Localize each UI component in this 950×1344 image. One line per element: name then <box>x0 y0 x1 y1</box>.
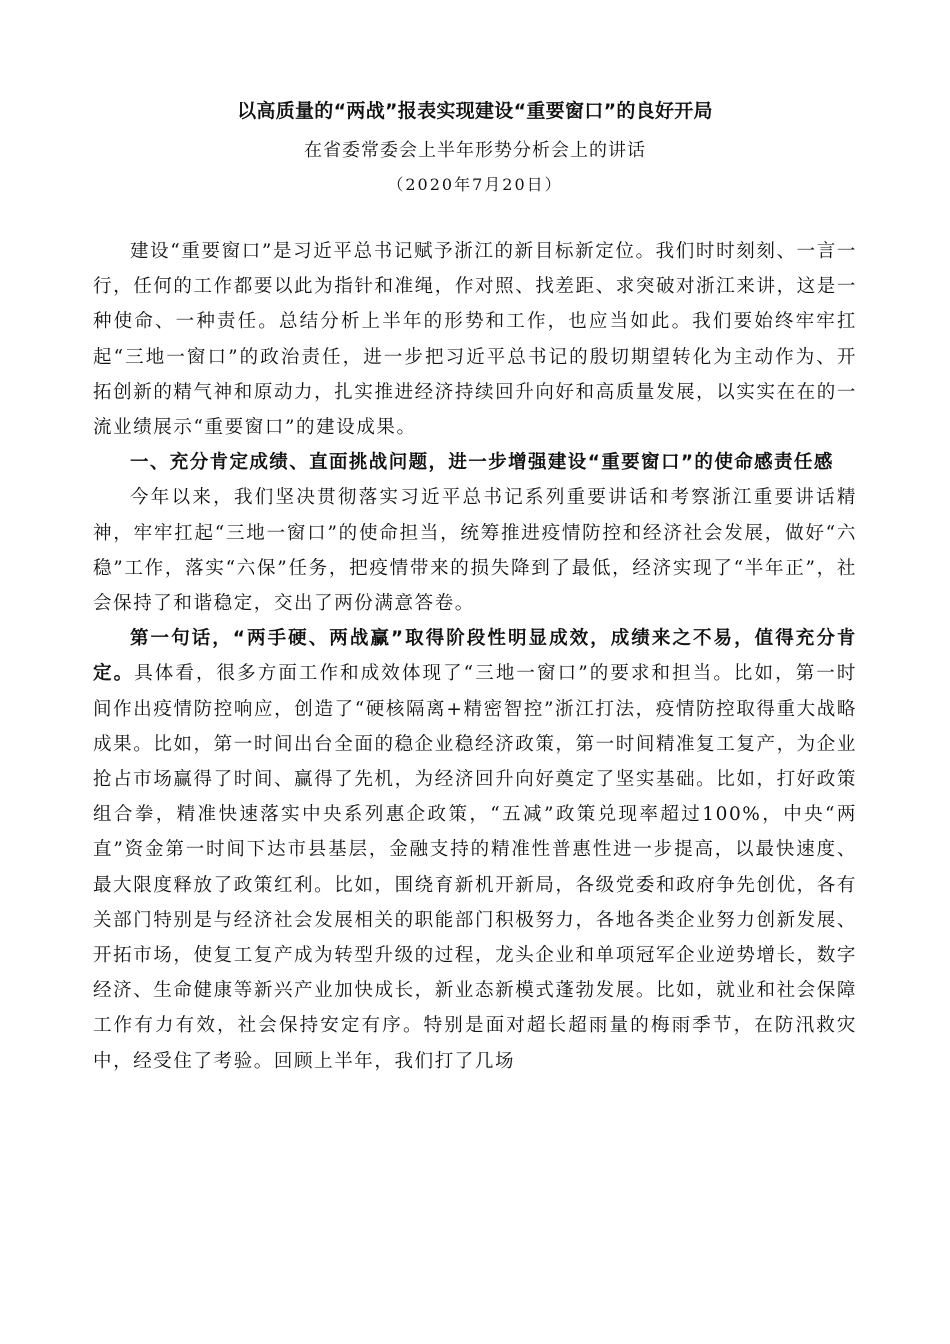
paragraph-intro: 建设“重要窗口”是习近平总书记赋予浙江的新目标新定位。我们时时刻刻、一言一行，任何的工作都要以此为指针和准绳，作对照、找差距、求突破对浙江来讲，这是一种使命、一种责任。总结分析上半年的形势和工作，也应当如此。我们要始终牢牢扛起“三地一窗口”的政治责任，进一步把习近平总书记的殷切期望转化为主动作为、开拓创新的精气神和原动力，扎实推进经济持续回升向好和高质量发展，以实实在在的一流业绩展示“重要窗口”的建设成果。 <box>93 241 857 439</box>
document-date: （2020年7月20日） <box>387 175 563 194</box>
paragraph-first-point <box>93 621 857 1079</box>
first-point-lead: 第一句话，“两手硬、两战赢”取得阶段性明显成效，成绩来之不易，值得充分肯定。 <box>93 628 857 685</box>
document-body <box>93 234 857 1079</box>
first-point-body: 具体看，很多方面工作和成效体现了“三地一窗口”的要求和担当。比如，第一时间作出疫情防控响应，创造了“硬核隔离+精密智控”浙江打法，疫情防控取得重大战略成果。比如，第一时间出台全面的稳企业稳经济政策，第一时间精准复工复产，为企业抢占市场赢得了时间、赢得了先机，为经济回升向好奠定了坚实基础。比如，打好政策组合拳，精准快速落实中央系列惠企政策，“五减”政策兑现率超过100%，中央“两直”资金第一时间下达市县基层，金融支持的精准性普惠性进一步提高，以最快速度、最大限度释放了政策红利。比如，围绕育新机开新局，各级党委和政府争先创优，各有关部门特别是与经济社会发展相关的职能部门积极努力，各地各类企业努力创新发展、开拓市场，使复工复产成为转型升级的过程，龙头企业和单项冠军企业逆势增长，数字经济、生命健康等新兴产业加快成长，新业态新模式蓬勃发展。比如，就业和社会保障工作有力有效，社会保持安定有序。特别是面对超长超雨量的梅雨季节，在防汛救灾中，经受住了考验。回顾上半年，我们打了几场 <box>93 663 857 1072</box>
section-heading-1: 一、充分肯定成绩、直面挑战问题，进一步增强建设“重要窗口”的使命感责任感 <box>130 452 834 474</box>
paragraph-achievements: 今年以来，我们坚决贯彻落实习近平总书记系列重要讲话和考察浙江重要讲话精神，牢牢扛起“三地一窗口”的使命担当，统筹推进疫情防控和经济社会发展，做好“六稳”工作，落实“六保”任务，把疫情带来的损失降到了最低，经济实现了“半年正”，社会保持了和谐稳定，交出了两份满意答卷。 <box>93 487 857 615</box>
document-subtitle: 在省委常委会上半年形势分析会上的讲话 <box>304 140 646 161</box>
document-title: 以高质量的“两战”报表实现建设“重要窗口”的良好开局 <box>237 100 713 122</box>
